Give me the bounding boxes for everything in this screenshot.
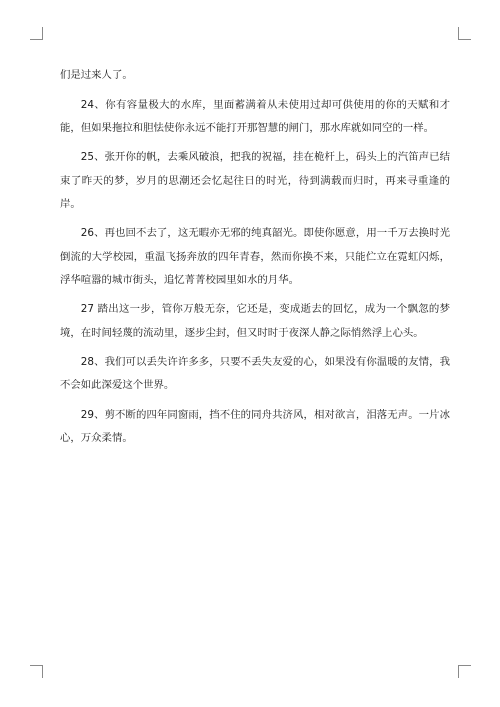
crop-mark-bottom-right — [458, 665, 471, 678]
paragraph-24: 24、你有容量极大的水库，里面蓄满着从未使用过却可供使用的你的天赋和才能，但如果拖拉和胆怯使你永远不能打开那智慧的闸门，那水库就如同空的一样。 — [60, 98, 450, 134]
paragraph-26: 26、再也回不去了，这无暇亦无邪的纯真韶光。即使你愿意，用一千万去换时光倒流的大学校园，重温飞扬奔放的四年青春，然而你换不来，只能伫立在霓虹闪烁，浮华喧嚣的城市街头，追忆菁菁校园里如水的月华。 — [60, 227, 450, 286]
document-body — [60, 64, 450, 457]
paragraph-29: 29、剪不断的四年同窗雨，挡不住的同舟共济风，相对欲言，泪落无声。一片冰心，万众柔情。 — [60, 408, 450, 445]
paragraph-25: 25、张开你的帆，去乘风破浪，把我的祝福，挂在桅杆上，码头上的汽笛声已结束了昨天的梦，岁月的思潮还会忆起往日的时光，待到满载而归时，再来寻重逢的岸。 — [60, 151, 450, 210]
paragraph-28: 28、我们可以丢失许许多多，只要不丢失友爱的心，如果没有你温暖的友情，我不会如此深爱这个世界。 — [60, 356, 450, 392]
paragraph-27: 27 踏出这一步，管你万般无奈，它还是，变成逝去的回忆，成为一个飘忽的梦境，在时间轻蔑的流动里，逐步尘封，但又时时于夜深人静之际悄然浮上心头。 — [60, 303, 450, 339]
crop-mark-top-right — [458, 27, 471, 40]
crop-mark-top-left — [30, 27, 43, 40]
crop-mark-bottom-left — [30, 665, 43, 678]
paragraph-continuation: 们是过来人了。 — [60, 69, 133, 81]
